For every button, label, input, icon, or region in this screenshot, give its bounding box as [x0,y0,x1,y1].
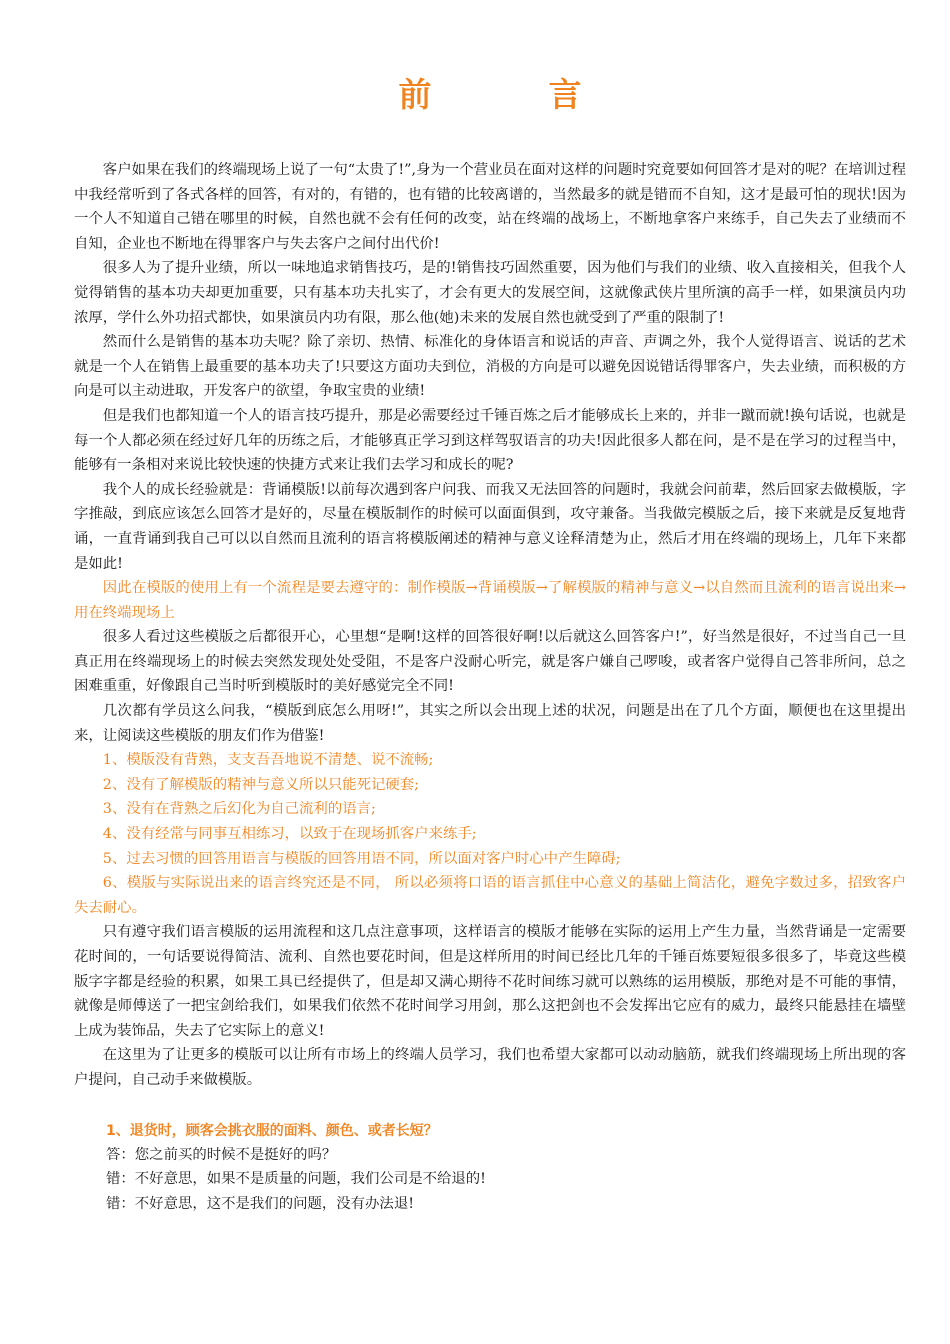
question-heading: 1、退货时，顾客会挑衣服的面料、颜色、或者长短？ [106,1122,438,1139]
paragraph: 但是我们也都知道一个人的语言技巧提升，那是必需要经过千锤百炼之后才能够成长上来的，并非一蹴而就!换句话说，也就是每一个人都必须在经过好几年的历练之后，才能够真正学习到这样驾驭语言的功夫!因此很多人都在问，是不是在学习的过程当中，能够有一条相对来说比较快速的快捷方式来让我们去学习和成长的呢? [74,407,906,474]
document-page [74,0,906,1216]
list-item: 5、过去习惯的回答用语言与模版的回答用语不同，所以面对客户时心中产生障碍; [102,850,621,867]
qa-section [74,1119,906,1217]
page-title: 前 言 [398,75,624,114]
list-item: 6、模版与实际说出来的语言终究还是不同， 所以必须将口语的语言抓住中心意义的基础上简洁化，避免字数过多，招致客户失去耐心。 [74,875,906,916]
paragraph: 只有遵守我们语言模版的运用流程和这几点注意事项，这样语言的模版才能够在实际的运用上产生力量，当然背诵是一定需要花时间的，一句话要说得简洁、流利、自然也要花时间，但是这样所用的时间已经比几年的千锤百炼要短很多很多了，毕竟这些模版字字都是经验的积累，如果工具已经提供了，但是却又满心期待不花时间练习就可以熟练的运用模版，那绝对是不可能的事情，就像是师傅送了一把宝剑给我们，如果我们依然不花时间学习用剑，那么这把剑也不会发挥出它应有的威力，最终只能悬挂在墙壁上成为装饰品，失去了它实际上的意义! [74,924,906,1039]
paragraph: 在这里为了让更多的模版可以让所有市场上的终端人员学习，我们也希望大家都可以动动脑筋，就我们终端现场上所出现的客户提问，自己动手来做模版。 [74,1047,906,1088]
list-item: 3、没有在背熟之后幻化为自己流利的语言; [102,801,376,818]
paragraph: 因此在模版的使用上有一个流程是要去遵守的：制作模版→背诵模版→了解模版的精神与意义→以自然而且流利的语言说出来→用在终端现场上 [74,580,906,621]
paragraph: 然而什么是销售的基本功夫呢？除了亲切、热情、标准化的身体语言和说话的声音、声调之外，我个人觉得语言、说话的艺术就是一个人在销售上最重要的基本功夫了!只要这方面功夫到位，消极的方向是可以避免因说错话得罪客户，失去业绩，而积极的方向是可以主动进取，开发客户的欲望，争取宝贵的业绩! [74,334,906,400]
answer-line: 答：您之前买的时候不是挺好的吗？ [106,1146,337,1163]
paragraph: 很多人为了提升业绩，所以一味地追求销售技巧，是的!销售技巧固然重要，因为他们与我们的业绩、收入直接相关，但我个人觉得销售的基本功夫却更加重要，只有基本功夫扎实了，才会有更大的发展空间，这就像武侠片里所演的高手一样，如果演员内功浓厚，学什么外功招式都快，如果演员内功有限，那么他(她)未来的发展自然也就受到了严重的限制了! [74,260,906,326]
list-item: 1、模版没有背熟，支支吾吾地说不清楚、说不流畅; [102,752,434,769]
list-item: 2、没有了解模版的精神与意义所以只能死记硬套; [102,776,420,793]
paragraph: 客户如果在我们的终端现场上说了一句“太贵了!”,身为一个营业员在面对这样的问题时究竟要如何回答才是对的呢？在培训过程中我经常听到了各式各样的回答，有对的，有错的，也有错的比较离谱的，当然最多的就是错而不自知，这才是最可怕的现状!因为一个人不知道自己错在哪里的时候，自然也就不会有任何的改变，站在终端的战场上，不断地拿客户来练手，自己失去了业绩而不自知，企业也不断地在得罪客户与失去客户之间付出代价! [74,162,906,252]
paragraph: 我个人的成长经验就是：背诵模版!以前每次遇到客户问我、而我又无法回答的问题时，我就会问前辈，然后回家去做模版，字字推敲，到底应该怎么回答才是好的，尽量在模版制作的时候可以面面俱到，攻守兼备。当我做完模版之后，接下来就是反复地背诵，一直背诵到我自己可以以自然而且流利的语言将模版阐述的精神与意义诠释清楚为止，然后才用在终端的现场上，几年下来都是如此! [74,481,906,572]
paragraph: 很多人看过这些模版之后都很开心，心里想“是啊!这样的回答很好啊!以后就这么回答客户!”，好当然是很好，不过当自己一旦真正用在终端现场上的时候去突然发现处处受阻，不是客户没耐心听完，就是客户嫌自己啰唆，或者客户觉得自己答非所问，总之困难重重，好像跟自己当时听到模版时的美好感觉完全不同! [74,629,906,695]
wrong-answer-line: 错：不好意思，这不是我们的问题，没有办法退! [106,1195,414,1212]
wrong-answer-line: 错：不好意思，如果不是质量的问题，我们公司是不给退的! [106,1171,486,1188]
preface-body [74,158,906,1093]
list-item: 4、没有经常与同事互相练习，以致于在现场抓客户来练手; [102,826,477,843]
paragraph: 几次都有学员这么问我，“模版到底怎么用呀!”，其实之所以会出现上述的状况，问题是出在了几个方面，顺便也在这里提出来，让阅读这些模版的朋友们作为借鉴! [74,703,906,744]
